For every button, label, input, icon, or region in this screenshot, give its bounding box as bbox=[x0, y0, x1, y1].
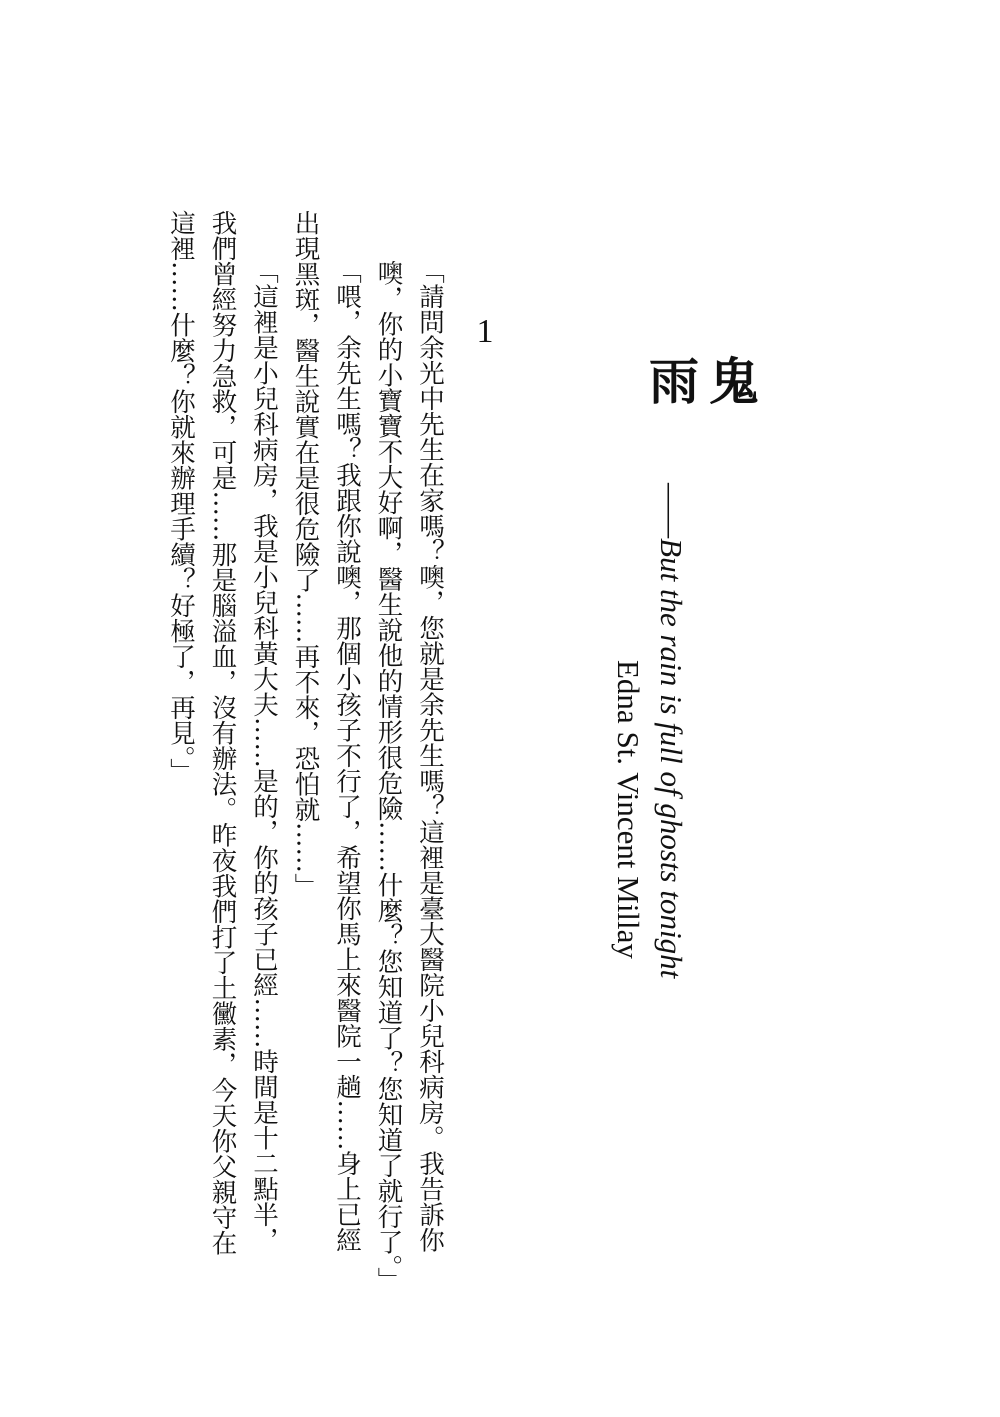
body-line: 這裡……什麼？你就來辦理手續？好極了，再見。」 bbox=[166, 210, 196, 784]
epigraph-author: Edna St. Vincent Millay bbox=[611, 660, 646, 959]
epigraph-dash: —— bbox=[654, 483, 689, 539]
body-line: 「喂，余先生嗎？我跟你說噢，那個小孩子不行了，希望你馬上來醫院一趟……身上已經 bbox=[332, 258, 362, 1253]
section-number: 1 bbox=[476, 313, 494, 350]
body-line: 噢，你的小寶寶不大好啊，醫生說他的情形很危險……什麼？您知道了？您知道了就行了。」 bbox=[373, 260, 404, 1293]
body-text bbox=[160, 210, 451, 1293]
body-line: 出現黑斑，醫生說實在是很危險了……再不來，恐怕就……」 bbox=[290, 210, 321, 899]
body-line: 我們曾經努力急救，可是……那是腦溢血，沒有辦法。昨夜我們打了土黴素，今天你父親守在 bbox=[207, 210, 238, 1256]
chapter-title: 鬼 雨 bbox=[641, 355, 760, 555]
body-line: 「這裡是小兒科病房，我是小兒科黃大夫……是的，你的孩子已經……時間是十二點半， bbox=[249, 258, 279, 1253]
epigraph-quote bbox=[648, 483, 694, 1003]
body-text-area bbox=[140, 210, 450, 1293]
body-line: 「請問余光中先生在家嗎？噢，您就是余先生嗎？這裡是臺大醫院小兒科病房。我告訴你 bbox=[415, 258, 445, 1253]
epigraph-quote-text: But the rain is full of ghosts tonight bbox=[654, 538, 689, 979]
